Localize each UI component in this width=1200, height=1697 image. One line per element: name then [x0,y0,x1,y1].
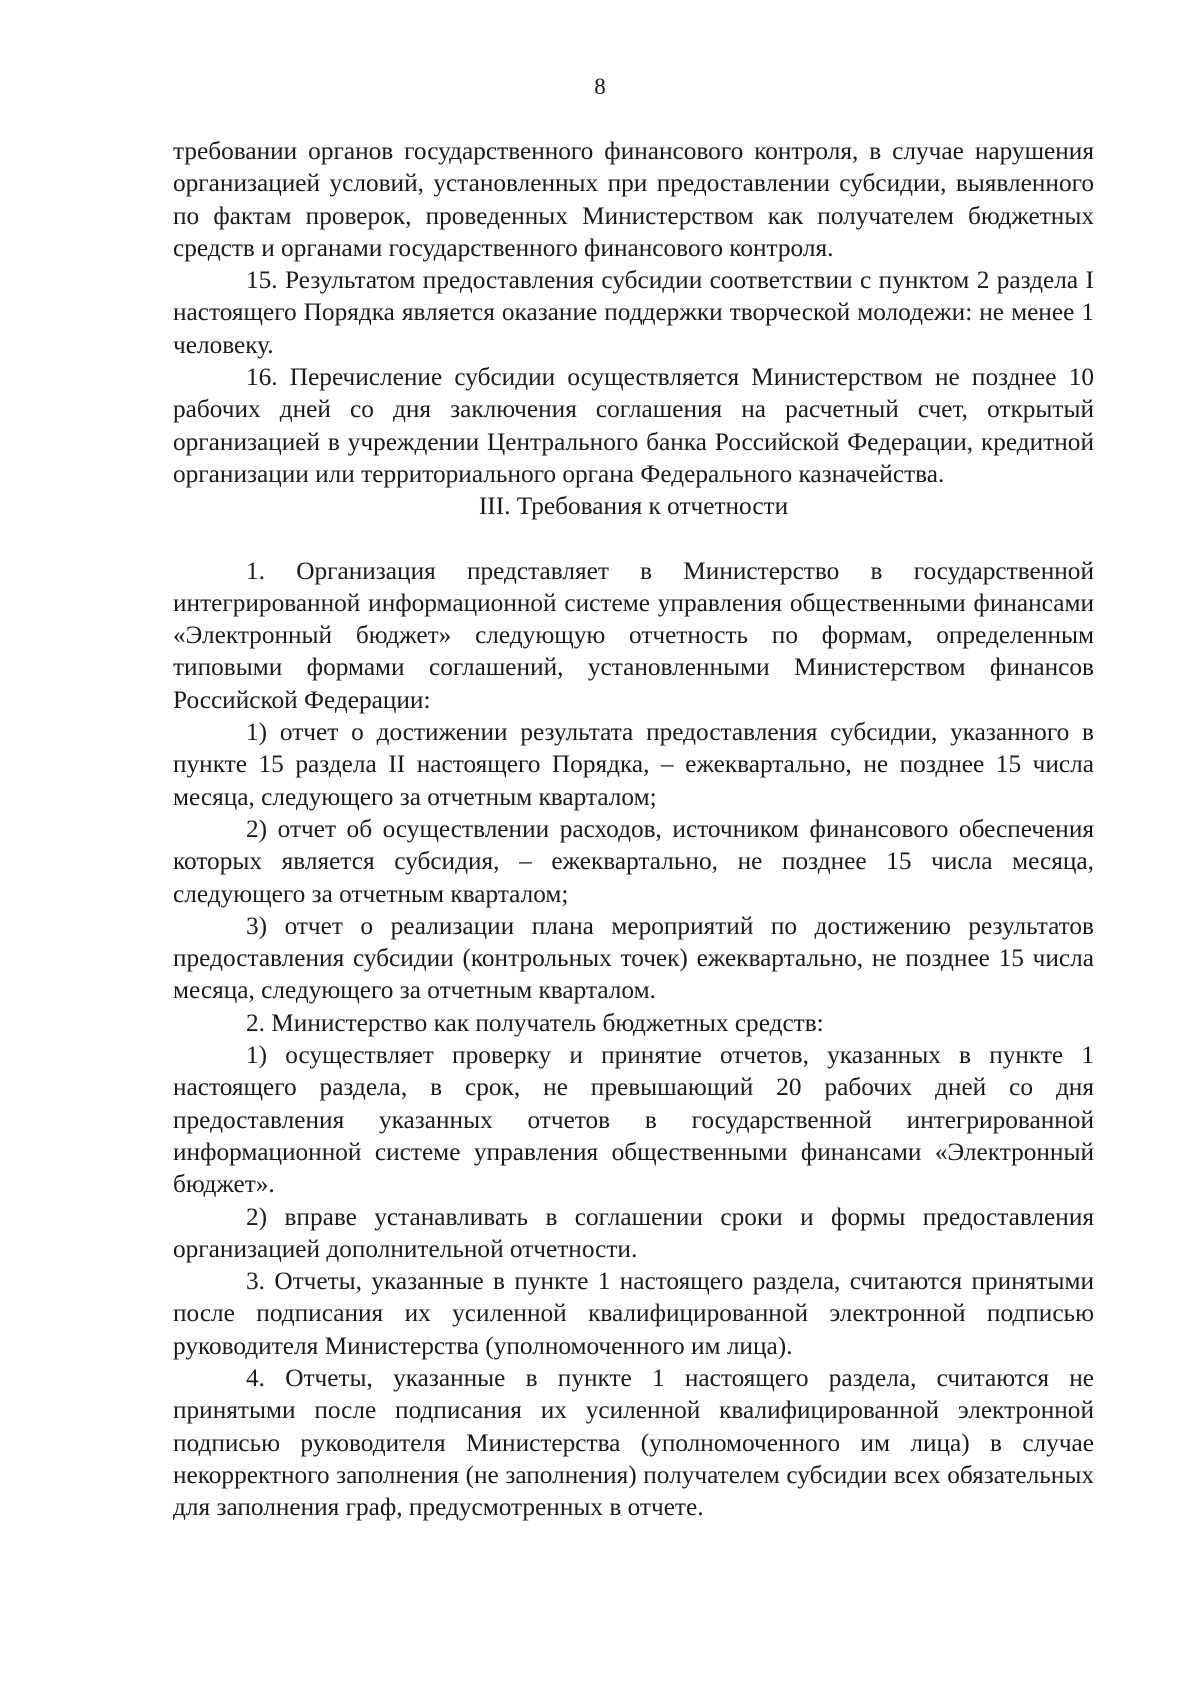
document-body [173,135,1094,1523]
section-item-1-1: 1) отчет о достижении результата предоставления субсидии, указанного в пункте 15 раздела II настоящего Порядка, – ежеквартально, не позднее 15 числа месяца, следующего за отчетным кварталом; [173,718,1094,811]
section-item-2: 2. Министерство как получатель бюджетных средств: [246,1008,824,1037]
section-item-2-1: 1) осуществляет проверку и принятие отчетов, указанных в пункте 1 настоящего раздела, в срок, не превышающий 20 рабочих дней со дня предоставления указанных отчетов в государственной интегрированной информационной системе управления общественными финансами «Электронный бюджет». [173,1041,1094,1199]
paragraph-15: 15. Результатом предоставления субсидии соответствии с пунктом 2 раздела I настоящего Порядка является оказание поддержки творческой молодежи: не менее 1 человеку. [173,266,1094,359]
paragraph-16: 16. Перечисление субсидии осуществляется Министерством не позднее 10 рабочих дней со дня заключения соглашения на расчетный счет, открытый организацией в учреждении Центрального банка Российской Федерации, кредитной организации или территориального органа Федерального казначейства. [173,363,1094,488]
section-item-3: 3. Отчеты, указанные в пункте 1 настоящего раздела, считаются принятыми после подписания их усиленной квалифицированной электронной подписью руководителя Министерства (уполномоченного им лица). [173,1267,1094,1360]
section-heading: III. Требования к отчетности [478,492,789,521]
section-item-2-2: 2) вправе устанавливать в соглашении сроки и формы предоставления организацией дополнительной отчетности. [173,1202,1094,1263]
section-item-1-3: 3) отчет о реализации плана мероприятий по достижению результатов предоставления субсидии (контрольных точек) ежеквартально, не позднее 15 числа месяца, следующего за отчетным кварталом. [173,911,1094,1005]
paragraph-continued: требовании органов государственного финансового контроля, в случае нарушения организацией условий, установленных при предоставлении субсидии, выявленного по фактам проверок, проведенных Министерством как получателем бюджетных средств и органами государственного финансового контроля. [173,137,1094,262]
page-number: 8 [594,74,606,99]
section-item-1: 1. Организация представляет в Министерство в государственной интегрированной информационной системе управления общественными финансами «Электронный бюджет» следующую отчетность по формам, определенным типовыми формами соглашений, установленными Министерством финансов Российской Федерации: [173,556,1094,714]
section-item-4: 4. Отчеты, указанные в пункте 1 настоящего раздела, считаются не принятыми после подписания их усиленной квалифицированной электронной подписью руководителя Министерства (уполномоченного им лица) в случае некорректного заполнения (не заполнения) получателем субсидии всех обязательных для заполнения граф, предусмотренных в отчете. [173,1363,1094,1522]
section-item-1-2: 2) отчет об осуществлении расходов, источником финансового обеспечения которых является субсидия, – ежеквартально, не позднее 15 числа месяца, следующего за отчетным кварталом; [173,814,1094,908]
